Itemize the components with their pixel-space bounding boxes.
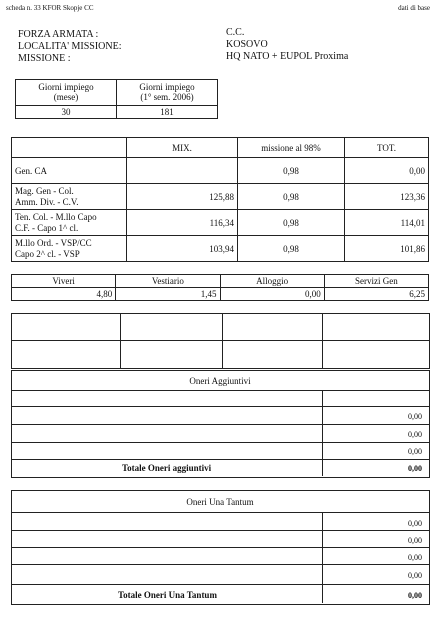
empty-grid-divider xyxy=(322,313,323,368)
oneri-aggiuntivi-value: 0,00 xyxy=(408,412,422,421)
missione-label: MISSIONE : xyxy=(18,53,71,64)
oneri-una-tantum-total: 0,00 xyxy=(408,591,422,600)
oneri-una-tantum-total-label: Totale Oneri Una Tantum xyxy=(118,590,217,600)
forza-armata-value: C.C. xyxy=(226,27,245,38)
rate-perc: 0,98 xyxy=(238,158,345,184)
service-servizi-header: Servizi Gen xyxy=(324,275,428,288)
localita-value: KOSOVO xyxy=(226,39,268,50)
rate-mix xyxy=(127,158,238,184)
localita-label: LOCALITA' MISSIONE: xyxy=(18,41,122,52)
service-viveri-header: Viveri xyxy=(12,275,116,288)
row-divider xyxy=(11,459,429,460)
service-alloggio-value: 0,00 xyxy=(220,288,324,301)
service-alloggio-header: Alloggio xyxy=(220,275,324,288)
service-vestiario-header: Vestiario xyxy=(116,275,220,288)
empty-grid-divider xyxy=(120,313,121,368)
giorni-semestre-header: Giorni impiego (1° sem. 2006) xyxy=(117,80,218,106)
rate-perc: 0,98 xyxy=(238,210,345,236)
oneri-una-tantum-value: 0,00 xyxy=(408,519,422,528)
rate-perc: 0,98 xyxy=(238,184,345,210)
rates-table xyxy=(11,137,429,262)
service-vestiario-value: 1,45 xyxy=(116,288,220,301)
row-divider xyxy=(11,564,429,565)
rate-mix: 125,88 xyxy=(127,184,238,210)
rate-perc: 0,98 xyxy=(238,236,345,262)
oneri-una-tantum-value: 0,00 xyxy=(408,536,422,545)
service-servizi-value: 6,25 xyxy=(324,288,428,301)
oneri-aggiuntivi-value: 0,00 xyxy=(408,430,422,439)
empty-grid-divider xyxy=(222,313,223,368)
rate-tot: 123,36 xyxy=(345,184,429,210)
row-divider xyxy=(11,442,429,443)
table-row xyxy=(12,184,429,210)
oneri-aggiuntivi-title: Oneri Aggiuntivi xyxy=(189,376,251,386)
oneri-una-tantum-value: 0,00 xyxy=(408,553,422,562)
rate-mix: 103,94 xyxy=(127,236,238,262)
oneri-aggiuntivi-total-label: Totale Oneri aggiuntivi xyxy=(122,463,212,473)
page-header-right: dati di base xyxy=(398,4,430,12)
rates-header-mix: MIX. xyxy=(127,138,238,158)
row-divider xyxy=(11,547,429,548)
giorni-impiego-table xyxy=(15,79,218,119)
oneri-aggiuntivi-value: 0,00 xyxy=(408,447,422,456)
row-divider xyxy=(11,406,429,407)
table-row xyxy=(12,158,429,184)
forza-armata-label: FORZA ARMATA : xyxy=(18,29,99,40)
oneri-una-tantum-value: 0,00 xyxy=(408,571,422,580)
rates-header-blank xyxy=(12,138,127,158)
service-viveri-value: 4,80 xyxy=(12,288,116,301)
rates-header-tot: TOT. xyxy=(345,138,429,158)
giorni-mese-header: Giorni impiego (mese) xyxy=(16,80,117,106)
column-divider xyxy=(322,390,323,476)
services-table xyxy=(11,274,429,301)
row-divider xyxy=(11,530,429,531)
row-divider xyxy=(11,512,429,513)
rate-tot: 0,00 xyxy=(345,158,429,184)
rate-label: Ten. Col. - M.llo Capo C.F. - Capo 1^ cl. xyxy=(12,210,127,236)
giorni-mese-value: 30 xyxy=(16,106,117,119)
giorni-semestre-value: 181 xyxy=(117,106,218,119)
table-row xyxy=(12,236,429,262)
rate-label: M.llo Ord. - VSP/CC Capo 2^ cl. - VSP xyxy=(12,236,127,262)
empty-grid-divider xyxy=(11,340,429,341)
rate-tot: 101,86 xyxy=(345,236,429,262)
row-divider xyxy=(11,424,429,425)
rate-tot: 114,01 xyxy=(345,210,429,236)
oneri-aggiuntivi-total: 0,00 xyxy=(408,464,422,473)
column-divider xyxy=(322,512,323,603)
rate-mix: 116,34 xyxy=(127,210,238,236)
page-header-left: scheda n. 33 KFOR Skopje CC xyxy=(6,4,94,12)
table-row xyxy=(12,210,429,236)
missione-value: HQ NATO + EUPOL Proxima xyxy=(226,51,349,62)
rate-label: Mag. Gen - Col. Amm. Div. - C.V. xyxy=(12,184,127,210)
rates-header-perc: missione al 98% xyxy=(238,138,345,158)
oneri-una-tantum-title: Oneri Una Tantum xyxy=(186,497,254,507)
row-divider xyxy=(11,390,429,391)
rate-label: Gen. CA xyxy=(12,158,127,184)
empty-grid xyxy=(11,313,430,369)
row-divider xyxy=(11,584,429,585)
